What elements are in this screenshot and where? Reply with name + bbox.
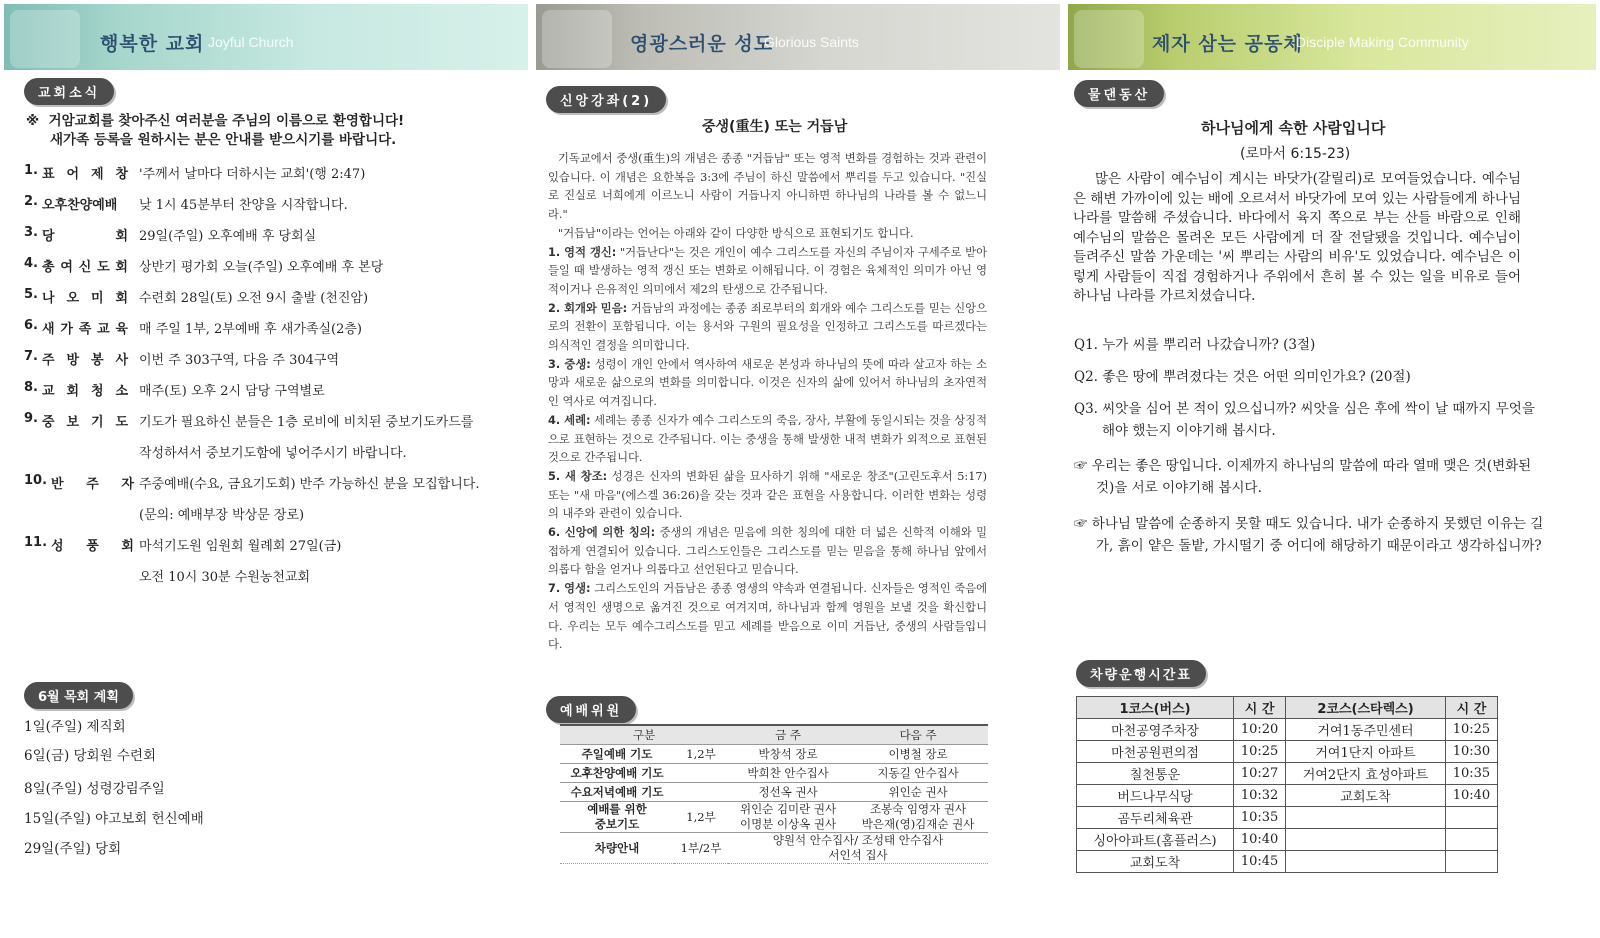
worship-this-week-text-2: 이명분 이상옥 권사 bbox=[739, 817, 837, 831]
news-item-text: '주께서 날마다 더하시는 교회'(행 2:47) bbox=[139, 167, 366, 182]
news-item-title: 교 회 청 소 bbox=[41, 384, 128, 399]
note-mark: ※ bbox=[26, 113, 40, 129]
lecture-point-text: 중생의 개념은 믿음에 의한 칭의에 대한 더 넓은 신학적 이해와 밀접하게 연결되어 있습니다. 그리스도인들은 그리스도를 믿는 믿음을 통해 하나님 앞에서 의롭다 함을 얻거나 의롭다고 선언된다고 믿습니다. bbox=[548, 526, 987, 577]
news-item-text: 낮 1시 45분부터 찬양을 시작합니다. bbox=[139, 198, 348, 213]
news-item-title: 중 보 기 도 bbox=[41, 415, 128, 430]
course-1-stop: 교회도착 bbox=[1077, 851, 1234, 873]
course-1-stop: 칠천통운 bbox=[1077, 763, 1234, 785]
question-text: 좋은 땅에 뿌려졌다는 것은 어떤 의미인가요? (20절) bbox=[1102, 369, 1411, 385]
news-item-title: 성 풍 회 bbox=[51, 539, 134, 554]
question-item bbox=[1074, 398, 1550, 442]
lecture-point-text: 성경은 신자의 변화된 삶을 묘사하기 위해 "새로운 창조"(고린도후서 5:17) 또는 "새 마음"(에스겔 36:26)을 갖는 것과 같은 표현을 사용합니다. 이러한 변화는 성령의 내주와 관련이 있습니다. bbox=[548, 469, 987, 521]
news-item-title: 나 오 미 회 bbox=[41, 291, 128, 306]
news-item-label bbox=[24, 287, 128, 306]
news-item-text: 기도가 필요하신 분들은 1층 로비에 비치된 중보기도카드를 bbox=[139, 415, 474, 430]
news-item-number: 7. bbox=[24, 349, 38, 364]
lecture-point bbox=[548, 412, 987, 468]
worship-this-week bbox=[728, 764, 848, 783]
question-item bbox=[1074, 366, 1550, 388]
question-label: Q2. bbox=[1074, 369, 1098, 385]
news-item-number: 5. bbox=[24, 287, 38, 302]
worship-part bbox=[674, 783, 728, 802]
course-1-stop: 싱아아파트(홈플러스) bbox=[1077, 829, 1234, 851]
lecture-point bbox=[548, 580, 987, 655]
news-item-number: 1. bbox=[24, 163, 38, 178]
course-2-time bbox=[1445, 851, 1497, 873]
pointing-hand-icon: ☞ bbox=[1074, 516, 1088, 532]
header-time-2: 시 간 bbox=[1445, 697, 1497, 719]
lecture-point-title: 세례: bbox=[564, 413, 591, 427]
course-1-stop: 곰두리체육관 bbox=[1077, 807, 1234, 829]
worship-part: 1,2부 bbox=[674, 802, 728, 833]
june-plan-item: 1일(주일) 제직회 bbox=[24, 719, 126, 735]
course-1-time: 10:25 bbox=[1234, 741, 1286, 763]
lecture-point-heading bbox=[548, 246, 616, 259]
header-next-week: 다음 주 bbox=[848, 725, 988, 745]
news-item-text: 주중예배(수요, 금요기도회) 반주 가능하신 분을 모집합니다. bbox=[139, 477, 480, 492]
pointing-hand-icon: ☞ bbox=[1074, 458, 1088, 474]
course-2-time bbox=[1445, 829, 1497, 851]
section-title-ko: 행복한 교회 bbox=[100, 33, 205, 55]
lecture-point-title: 영생: bbox=[564, 582, 591, 596]
worship-category-text: 수요저녁예배 기도 bbox=[570, 784, 664, 799]
section-title-ko: 영광스러운 성도 bbox=[630, 33, 774, 55]
lecture-title: 중생(重生) 또는 거듭남 bbox=[702, 119, 848, 135]
section-title-en: Disciple Making Community bbox=[1296, 34, 1469, 50]
banner-disciple-community bbox=[1068, 4, 1596, 70]
news-item-number: 3. bbox=[24, 225, 38, 240]
worship-next-week-text: 지동길 안수집사 bbox=[877, 765, 959, 780]
field-photo bbox=[1074, 10, 1144, 68]
lecture-point-text: "거듭난다"는 것은 개인이 예수 그리스도를 자신의 주님이자 구세주로 받아들일 때 발생하는 영적 갱신 또는 변화로 이해됩니다. 이 경험은 육체적인 의미가 아닌 영적이거나 은유적인 의미에서 제2의 탄생으로 간주됩니다. bbox=[548, 245, 987, 296]
worship-category bbox=[560, 783, 674, 802]
lecture-point-number: 6. bbox=[548, 526, 561, 540]
course-2-stop: 거여1동주민센터 bbox=[1286, 719, 1446, 741]
news-item-title: 표 어 제 창 bbox=[41, 167, 128, 182]
worship-this-week bbox=[728, 833, 988, 864]
lecture-point-text: 세례는 종종 신자가 예수 그리스도의 죽음, 장사, 부활에 동일시되는 것을 상징적으로 표현하는 것으로 간주됩니다. 이는 중생을 통해 발생한 내적 변화가 외적으로 표현된 것으로 간주됩니다. bbox=[548, 413, 988, 465]
lecture-point bbox=[548, 468, 987, 524]
table-row bbox=[1077, 741, 1498, 763]
news-item-text: 이번 주 303구역, 다음 주 304구역 bbox=[139, 353, 340, 368]
news-item-text-2: (문의: 예배부장 박상문 장로) bbox=[139, 508, 305, 523]
worship-category bbox=[560, 745, 674, 764]
news-item-title: 총 여 신 도 회 bbox=[41, 260, 128, 275]
worship-this-week-text: 박희찬 안수집사 bbox=[747, 765, 829, 780]
worship-next-week-text: 이병철 장로 bbox=[888, 746, 948, 761]
news-item-title: 주 방 봉 사 bbox=[41, 353, 128, 368]
note-text: 하나님 말씀에 순종하지 못할 때도 있습니다. 내가 순종하지 못했던 이유는 길 가, 흙이 얕은 돌밭, 가시떨기 중 어디에 해당하기 때문이라고 생각하십니까? bbox=[1091, 516, 1544, 554]
news-item-title: 당 회 bbox=[41, 229, 128, 244]
worship-category bbox=[560, 833, 674, 864]
news-item-label bbox=[24, 535, 134, 554]
course-2-time bbox=[1445, 807, 1497, 829]
lecture-point-number: 5. bbox=[548, 469, 561, 483]
course-1-time: 10:35 bbox=[1234, 807, 1286, 829]
worship-part bbox=[674, 764, 728, 783]
news-item-text: 29일(주일) 오후예배 후 당회실 bbox=[139, 229, 317, 244]
worship-category bbox=[560, 802, 674, 833]
lecture-point-number: 4. bbox=[548, 413, 561, 427]
course-2-stop: 거여1단지 아파트 bbox=[1286, 741, 1446, 763]
worship-next-week bbox=[848, 783, 988, 802]
lecture-point bbox=[548, 300, 987, 356]
gift-photo bbox=[10, 10, 80, 68]
june-plan-item: 29일(주일) 당회 bbox=[24, 841, 122, 857]
news-item-label bbox=[24, 349, 128, 368]
course-1-stop: 마천공영주차장 bbox=[1077, 719, 1234, 741]
table-row bbox=[1077, 763, 1498, 785]
bible-study-heading: 물댄동산 bbox=[1074, 80, 1164, 107]
note-item bbox=[1074, 513, 1544, 557]
worship-committee-table bbox=[560, 724, 988, 864]
course-2-time: 10:40 bbox=[1445, 785, 1497, 807]
table-row bbox=[560, 783, 988, 802]
course-2-stop bbox=[1286, 829, 1446, 851]
news-item-title: 새 가 족 교 육 bbox=[41, 322, 128, 337]
worship-next-week bbox=[848, 802, 988, 833]
worship-next-week-text-2: 박은재(영)김재순 권사 bbox=[861, 817, 975, 831]
worship-category-text: 예배를 위한 bbox=[587, 802, 647, 816]
table-row bbox=[1077, 851, 1498, 873]
june-plan-item: 15일(주일) 야고보회 헌신예배 bbox=[24, 811, 204, 827]
news-item-label bbox=[24, 163, 128, 182]
welcome-line-1: 거암교회를 찾아주신 여러분을 주님의 이름으로 환영합니다! bbox=[48, 113, 405, 129]
welcome-line-2: 새가족 등록을 원하시는 분은 안내를 받으시기를 바랍니다. bbox=[50, 132, 397, 148]
section-title-en: Glorious Saints bbox=[764, 34, 859, 50]
worship-next-week-text: 조봉숙 임영자 권사 bbox=[869, 802, 967, 816]
question-label: Q3. bbox=[1074, 401, 1098, 417]
lecture-intro-2: "거듭남"이라는 언어는 아래와 같이 다양한 방식으로 표현되기도 합니다. bbox=[558, 226, 914, 240]
worship-committee-heading: 예배위원 bbox=[546, 696, 636, 723]
news-item-label bbox=[24, 318, 128, 337]
worship-category-text-2: 중보기도 bbox=[594, 817, 640, 831]
lecture-point-title: 신앙에 의한 칭의: bbox=[564, 526, 656, 540]
june-plan-item: 6일(금) 당회원 수련회 bbox=[24, 748, 157, 764]
lecture-intro: 기독교에서 중생(重生)의 개념은 종종 "거듭남" 또는 영적 변화를 경험하는 것과 관련이 있습니다. 이 개념은 요한복음 3:3에 주님이 하신 말씀에서 뿌리를 두고 있습니다. "진실로 진실로 너희에게 이르노니 사람이 거듭나지 아니하면 하나님의 나라를 볼 수 없느니라." bbox=[548, 152, 987, 222]
table-row bbox=[560, 802, 988, 833]
table-row bbox=[1077, 785, 1498, 807]
table-row bbox=[1077, 829, 1498, 851]
question-item bbox=[1074, 334, 1550, 356]
column-glorious-saints bbox=[532, 0, 1064, 938]
news-item-label bbox=[24, 256, 128, 275]
header-this-week: 금 주 bbox=[728, 725, 848, 745]
course-1-time: 10:45 bbox=[1234, 851, 1286, 873]
worship-category-text: 오후찬양예배 기도 bbox=[570, 765, 664, 780]
news-item-label bbox=[24, 380, 128, 399]
table-row bbox=[1077, 807, 1498, 829]
table-row bbox=[1077, 719, 1498, 741]
worship-next-week-text: 위인순 권사 bbox=[888, 784, 948, 799]
header-course-1: 1코스(버스) bbox=[1077, 697, 1234, 719]
course-1-time: 10:32 bbox=[1234, 785, 1286, 807]
news-item-label bbox=[24, 473, 134, 492]
news-item-number: 11. bbox=[24, 535, 48, 550]
worship-part: 1,2부 bbox=[674, 745, 728, 764]
lecture-point-number: 1. bbox=[548, 245, 561, 259]
news-item-text: 수련회 28일(토) 오전 9시 출발 (천진암) bbox=[139, 291, 369, 306]
lecture-point-text: 그리스도인의 거듭남은 종종 영생의 약속과 연결됩니다. 신자들은 영적인 죽음에서 영적인 생명으로 옮겨진 것으로 여겨지며, 하나님과 함께 영원을 보낼 것을 확신합니다. 우리는 모두 예수그리스도를 믿고 세례를 받음으로 이미 거듭난, 중생의 사람들입니다. bbox=[548, 582, 988, 652]
course-2-stop: 거여2단지 효성아파트 bbox=[1286, 763, 1446, 785]
worship-this-week-text: 위인순 김미란 권사 bbox=[739, 802, 837, 816]
header-category: 구분 bbox=[560, 725, 728, 745]
lecture-point-number: 3. bbox=[548, 357, 561, 371]
question-text: 씨앗을 심어 본 적이 있으십니까? 씨앗을 심은 후에 싹이 날 때까지 무엇을 해야 했는지 이야기해 봅시다. bbox=[1102, 401, 1535, 439]
june-plan-heading: 6월 목회 계획 bbox=[24, 682, 133, 709]
lecture-point-heading bbox=[548, 302, 627, 315]
lecture-point bbox=[548, 244, 987, 300]
lecture-point bbox=[548, 356, 987, 412]
news-item-text: 마석기도원 임원회 월례회 27일(금) bbox=[139, 539, 342, 554]
news-item-text: 상반기 평가회 오늘(주일) 오후예배 후 본당 bbox=[139, 260, 384, 275]
worship-part: 1부/2부 bbox=[674, 833, 728, 864]
course-1-stop: 마천공원편의점 bbox=[1077, 741, 1234, 763]
news-item-number: 4. bbox=[24, 256, 38, 271]
lecture-point-text: 성령이 개인 안에서 역사하여 새로운 본성과 하나님의 뜻에 따라 살고자 하는 소망과 새로운 삶으로의 변화를 의미합니다. 이것은 신자의 삶에 있어서 하나님의 초자연적인 역사로 여겨집니다. bbox=[548, 357, 987, 409]
worship-category bbox=[560, 764, 674, 783]
course-2-stop bbox=[1286, 851, 1446, 873]
table-header-row bbox=[1077, 697, 1498, 719]
column-joyful-church bbox=[0, 0, 532, 938]
course-1-time: 10:40 bbox=[1234, 829, 1286, 851]
bible-study-title: 하나님에게 속한 사람입니다 bbox=[1201, 119, 1386, 137]
news-item-label bbox=[24, 194, 128, 213]
bus-schedule-table bbox=[1076, 696, 1498, 873]
course-2-time: 10:30 bbox=[1445, 741, 1497, 763]
course-2-stop: 교회도착 bbox=[1286, 785, 1446, 807]
course-2-stop bbox=[1286, 807, 1446, 829]
table-row bbox=[560, 745, 988, 764]
news-item-number: 6. bbox=[24, 318, 38, 333]
header-time-1: 시 간 bbox=[1234, 697, 1286, 719]
course-1-time: 10:20 bbox=[1234, 719, 1286, 741]
worship-this-week-text: 정선옥 권사 bbox=[758, 784, 818, 799]
news-item-number: 9. bbox=[24, 411, 38, 426]
news-item-number: 8. bbox=[24, 380, 38, 395]
worship-next-week bbox=[848, 745, 988, 764]
lecture-point-heading bbox=[548, 526, 655, 539]
news-item-text: 매주(토) 오후 2시 담당 구역별로 bbox=[139, 384, 325, 399]
news-item-text-2: 작성하셔서 중보기도함에 넣어주시기 바랍니다. bbox=[139, 446, 407, 461]
note-text: 우리는 좋은 땅입니다. 이제까지 하나님의 말씀에 따라 열매 맺은 것(변화된 것)을 서로 이야기해 봅시다. bbox=[1091, 458, 1532, 496]
worship-category-text: 차량안내 bbox=[594, 840, 640, 855]
lecture-point bbox=[548, 524, 987, 580]
lecture-point-heading bbox=[548, 470, 607, 483]
bible-study-body: 많은 사람이 예수님이 계시는 바닷가(갈릴리)로 모여들었습니다. 예수님은 해변 가까이에 있는 배에 오르셔서 바닷가에 모여 있는 사람들에게 하나님 나라를 말씀해 주셨습니다. 바다에서 육지 쪽으로 부는 산들 바람으로 인해 예수님의 말씀은 몰려온 모든 사람에게 더 잘 전달됐을 것입니다. 예수님이 들려주신 말씀 가운데는 '씨 뿌리는 사람의 비유'도 있었습니다. 예수님은 이렇게 사람들이 직접 경험하거나 주위에서 흔히 볼 수 있는 일을 비유로 들어 하나님 나라를 가르치셨습니다. bbox=[1073, 171, 1521, 304]
worship-this-week-text-2: 서인석 집사 bbox=[828, 848, 888, 862]
lecture-heading: 신앙강좌(2) bbox=[546, 86, 666, 113]
lecture-point-title: 중생: bbox=[564, 357, 591, 371]
header-course-2: 2코스(스타렉스) bbox=[1286, 697, 1446, 719]
note-item bbox=[1074, 455, 1544, 499]
news-item-number: 10. bbox=[24, 473, 48, 488]
banner-joyful-church bbox=[4, 4, 528, 70]
news-item-number: 2. bbox=[24, 194, 38, 209]
course-1-time: 10:27 bbox=[1234, 763, 1286, 785]
news-item-label bbox=[24, 411, 128, 430]
course-2-time: 10:25 bbox=[1445, 719, 1497, 741]
table-header-row bbox=[560, 725, 988, 745]
lecture-point-heading bbox=[548, 358, 591, 371]
course-2-time: 10:35 bbox=[1445, 763, 1497, 785]
lecture-body bbox=[548, 150, 987, 655]
lecture-point-text: 거듭남의 과정에는 종종 죄로부터의 회개와 예수 그리스도를 믿는 신앙으로의 전환이 포함됩니다. 이는 용서와 구원의 필요성을 인정하고 그리스도를 따르겠다는 의식적인 결정을 의미합니다. bbox=[548, 301, 987, 353]
news-item-title: 오후찬양예배 bbox=[41, 198, 118, 213]
lecture-point-title: 새 창조: bbox=[565, 469, 608, 483]
news-heading: 교회소식 bbox=[24, 78, 114, 105]
worship-this-week bbox=[728, 745, 848, 764]
table-row bbox=[560, 833, 988, 864]
worship-category-text: 주일예배 기도 bbox=[581, 746, 653, 761]
column-disciple-community bbox=[1064, 0, 1600, 938]
june-plan-item: 8일(주일) 성령강림주일 bbox=[24, 781, 165, 797]
question-text: 누가 씨를 뿌리러 나갔습니까? (3절) bbox=[1102, 337, 1316, 353]
worship-this-week-text: 박창석 장로 bbox=[758, 746, 818, 761]
worship-next-week bbox=[848, 764, 988, 783]
bible-reference: (로마서 6:15-23) bbox=[1240, 146, 1351, 162]
lecture-point-title: 회개와 믿음: bbox=[564, 301, 628, 315]
course-1-stop: 버드나무식당 bbox=[1077, 785, 1234, 807]
section-title-ko: 제자 삼는 공동체 bbox=[1152, 33, 1303, 55]
lecture-point-number: 2. bbox=[548, 301, 561, 315]
banner-glorious-saints bbox=[536, 4, 1060, 70]
lecture-point-number: 7. bbox=[548, 582, 561, 596]
section-title-en: Joyful Church bbox=[208, 34, 294, 50]
worship-this-week bbox=[728, 783, 848, 802]
worship-this-week-text: 양원석 안수집사/ 조성태 안수집사 bbox=[772, 833, 944, 847]
lecture-points bbox=[548, 244, 987, 655]
news-item-text-2: 오전 10시 30분 수원농천교회 bbox=[139, 570, 311, 585]
welcome-notice bbox=[26, 112, 404, 150]
hands-photo bbox=[542, 10, 612, 68]
bus-schedule-heading: 차량운행시간표 bbox=[1076, 660, 1206, 687]
question-label: Q1. bbox=[1074, 337, 1098, 353]
table-row bbox=[560, 764, 988, 783]
news-item-text: 매 주일 1부, 2부예배 후 새가족실(2층) bbox=[139, 322, 363, 337]
worship-this-week bbox=[728, 802, 848, 833]
lecture-point-title: 영적 갱신: bbox=[564, 245, 617, 259]
news-item-title: 반 주 자 bbox=[51, 477, 134, 492]
news-item-label bbox=[24, 225, 128, 244]
lecture-point-heading bbox=[548, 582, 591, 595]
lecture-point-heading bbox=[548, 414, 591, 427]
